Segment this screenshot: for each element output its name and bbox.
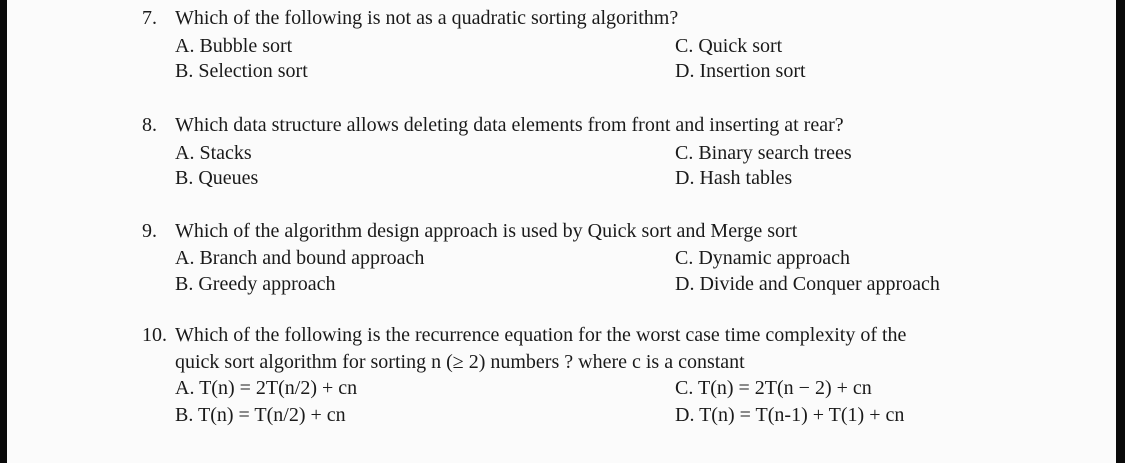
question-number: 8. <box>142 114 157 136</box>
question-text: Which of the following is not as a quadratic sorting algorithm? <box>175 7 679 29</box>
option-d: D. Hash tables <box>675 167 793 189</box>
question-text: Which of the following is the recurrence equation for the worst case time complexity of the <box>175 324 907 346</box>
option-d: D. Divide and Conquer approach <box>675 273 940 295</box>
option-c: C. Binary search trees <box>675 142 852 164</box>
document-page <box>7 0 1116 463</box>
option-a: A. Branch and bound approach <box>175 247 425 269</box>
option-b: B. T(n) = T(n/2) + cn <box>175 404 346 426</box>
question-text-line-2: quick sort algorithm for sorting n (≥ 2) numbers ? where c is a constant <box>175 351 745 373</box>
option-d: D. Insertion sort <box>675 60 806 82</box>
option-b: B. Greedy approach <box>175 273 336 295</box>
question-number: 7. <box>142 7 157 29</box>
option-c: C. Dynamic approach <box>675 247 850 269</box>
option-a: A. Stacks <box>175 142 252 164</box>
option-d: D. T(n) = T(n-1) + T(1) + cn <box>675 404 905 426</box>
question-text: Which of the algorithm design approach is used by Quick sort and Merge sort <box>175 220 798 242</box>
option-c: C. Quick sort <box>675 35 783 57</box>
question-number: 9. <box>142 220 157 242</box>
option-a: A. Bubble sort <box>175 35 293 57</box>
option-a: A. T(n) = 2T(n/2) + cn <box>175 377 358 399</box>
right-dark-border <box>1116 0 1125 463</box>
left-dark-border <box>0 0 7 463</box>
question-text: Which data structure allows deleting data elements from front and inserting at rear? <box>175 114 844 136</box>
option-b: B. Selection sort <box>175 60 308 82</box>
option-c: C. T(n) = 2T(n − 2) + cn <box>675 377 872 399</box>
question-number: 10. <box>142 324 167 346</box>
option-b: B. Queues <box>175 167 259 189</box>
